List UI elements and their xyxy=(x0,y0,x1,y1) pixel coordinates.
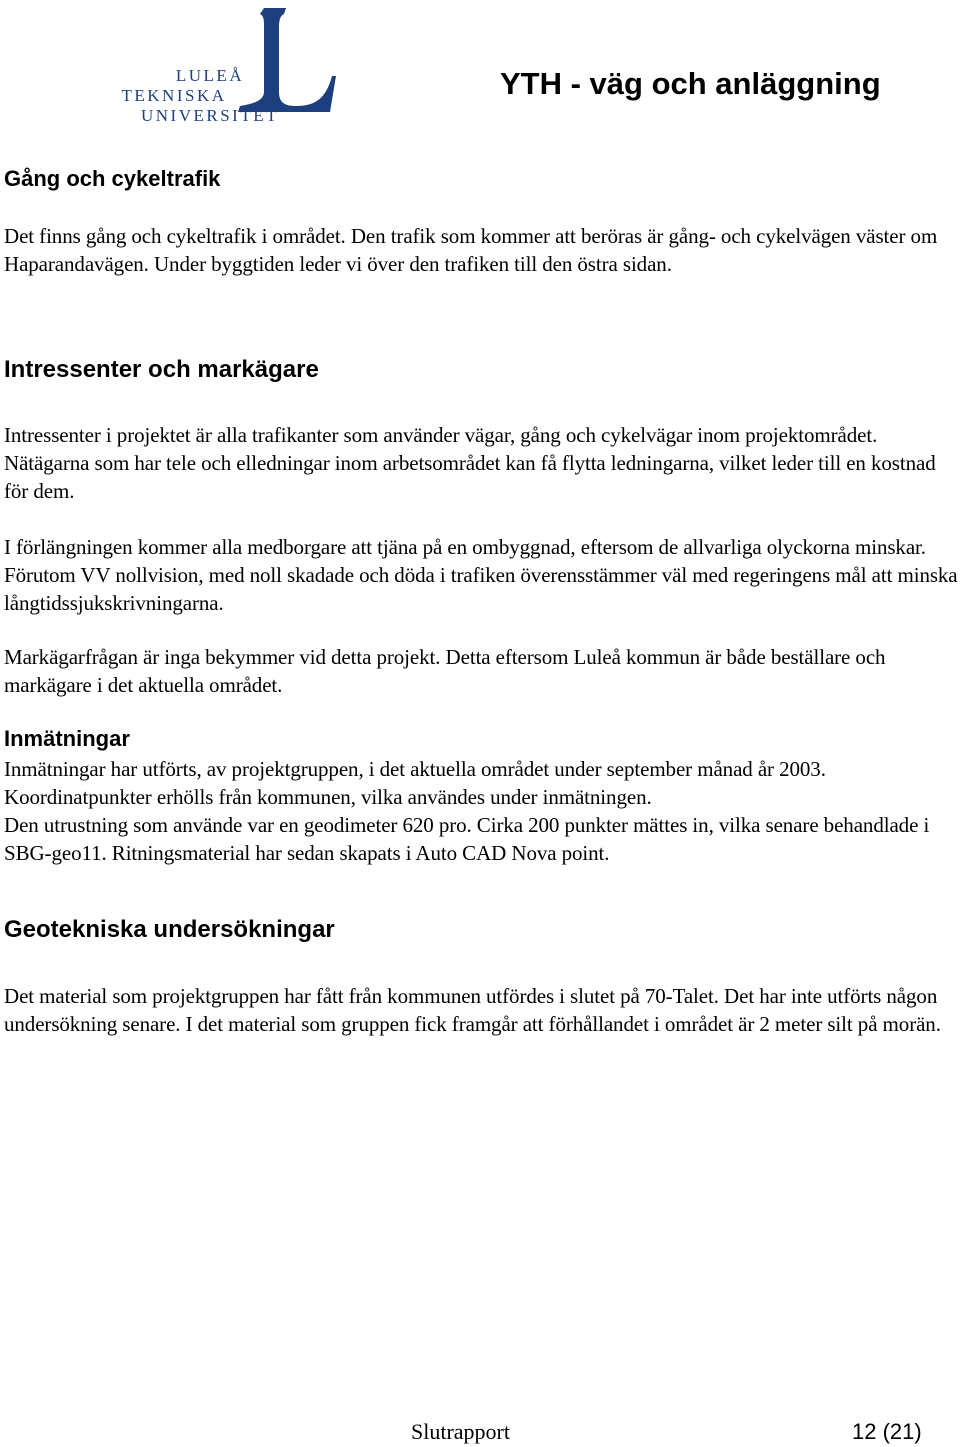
paragraph-geotekniska-1: Det material som projektgruppen har fått från kommunen utfördes i slutet på 70-Talet. Det har inte utförts någon undersökning senare. I det material som gruppen fick framgår att förhållandet i området är 2 meter silt på morän. xyxy=(4,984,941,1036)
footer-report-label: Slutrapport xyxy=(411,1419,510,1444)
logo-text-line2: TEKNISKA xyxy=(121,86,227,105)
document-title: YTH - väg och anläggning xyxy=(500,66,881,101)
footer-page-number: 12 (21) xyxy=(852,1419,922,1444)
paragraph-intressenter-2: I förlängningen kommer alla medborgare att tjäna på en ombyggnad, eftersom de allvarliga olyckorna minskar. Förutom VV nollvision, med noll skadade och döda i trafiken överensstämmer väl med regeringens mål att minska långtidssjukskrivningarna. xyxy=(4,535,958,615)
university-logo-graphic xyxy=(118,4,338,128)
university-logo xyxy=(118,4,338,128)
logo-text-line3: UNIVERSITET xyxy=(141,106,279,125)
paragraph-inmatningar-1: Inmätningar har utförts, av projektgruppen, i det aktuella området under september månad år 2003. Koordinatpunkter erhölls från kommunen, vilka användes under inmätningen. xyxy=(4,757,826,809)
heading-gang-cykeltrafik: Gång och cykeltrafik xyxy=(4,166,221,191)
heading-geotekniska: Geotekniska undersökningar xyxy=(4,916,335,943)
logo-text-line1: LULEÅ xyxy=(175,66,245,85)
paragraph-intressenter-3: Markägarfrågan är inga bekymmer vid detta projekt. Detta eftersom Luleå kommun är både beställare och markägare i det aktuella området. xyxy=(4,645,886,697)
paragraph-gang-1: Det finns gång och cykeltrafik i området. Den trafik som kommer att beröras är gång- och cykelvägen väster om Haparandavägen. Under byggtiden leder vi över den trafiken till den östra sidan. xyxy=(4,224,938,276)
heading-inmatningar: Inmätningar xyxy=(4,726,130,751)
heading-intressenter: Intressenter och markägare xyxy=(4,356,319,383)
paragraph-intressenter-1: Intressenter i projektet är alla trafikanter som använder vägar, gång och cykelvägar inom projektområdet. Nätägarna som har tele och elledningar inom arbetsområdet kan få flytta ledningarna, vilket leder till en kostnad för dem. xyxy=(4,423,936,503)
logo-l-shape xyxy=(238,8,336,112)
paragraph-inmatningar-2: Den utrustning som använde var en geodimeter 620 pro. Cirka 200 punkter mättes in, vilka senare behandlade i SBG-geo11. Ritningsmaterial har sedan skapats i Auto CAD Nova point. xyxy=(4,813,930,865)
